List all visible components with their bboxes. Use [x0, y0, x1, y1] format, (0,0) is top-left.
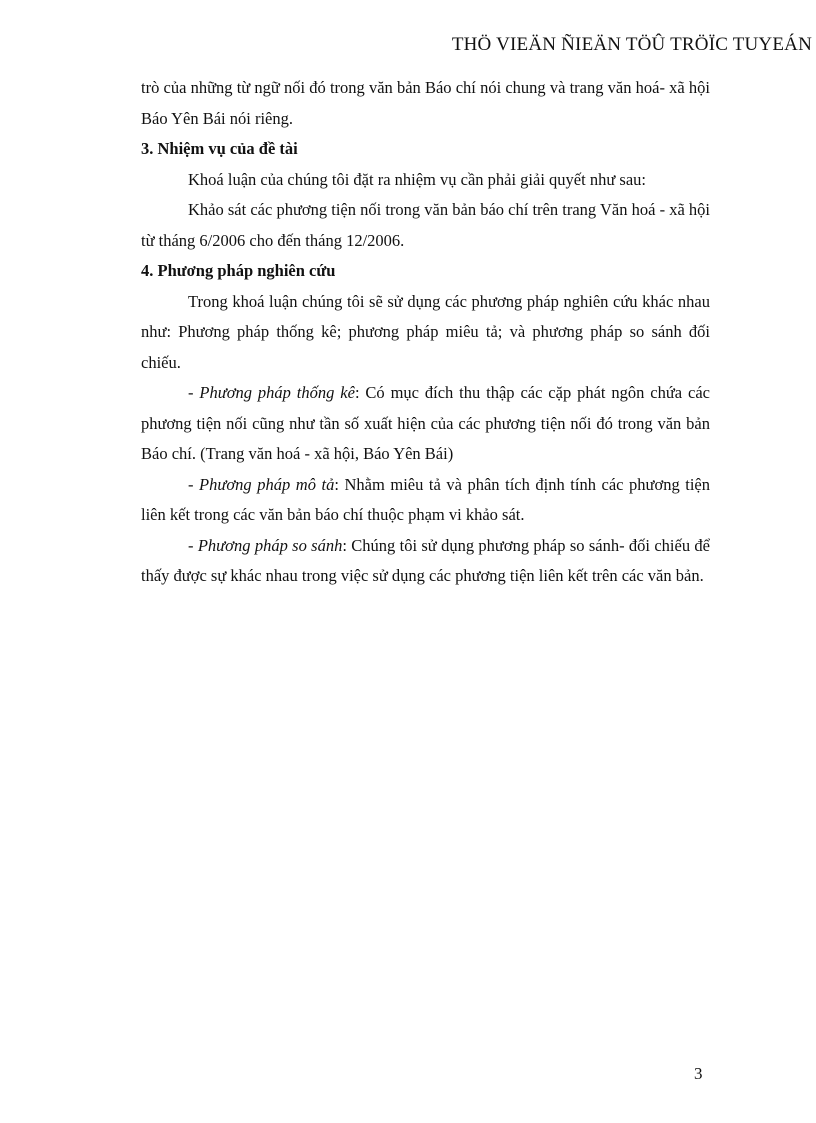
method-comparison-text: : Chúng tôi sử dụng phương pháp so sánh- đối chiếu để thấy được sự khác nhau trong việc sử dụng các phương tiện liên kết trên các văn bản.: [141, 535, 710, 585]
method-comparison-prefix: -: [188, 535, 198, 555]
intro-paragraph: trò của những từ ngữ nối đó trong văn bản Báo chí nói chung và trang văn hoá- xã hội Báo Yên Bái nói riêng.: [141, 78, 710, 128]
page-header: THÖ VIEÄN ÑIEÄN TÖÛ TRÖÏC TUYEÁN: [451, 34, 812, 55]
method-comparison-paragraph: [141, 531, 710, 592]
method-statistics-text: : Có mục đích thu thập các cặp phát ngôn chứa các phương tiện nối cũng như tần số xuất hiện của các phương tiện nối đó trong văn bản Báo chí. (Trang văn hoá - xã hội, Báo Yên Bái): [141, 383, 710, 463]
method-statistics-term: Phương pháp thống kê: [199, 383, 355, 402]
method-comparison-term: Phương pháp so sánh: [197, 535, 343, 555]
method-statistics-paragraph: [141, 378, 710, 470]
section-3-paragraph-1: Khoá luận của chúng tôi đặt ra nhiệm vụ cần phải giải quyết như sau:: [188, 169, 646, 189]
method-description-prefix: -: [188, 474, 200, 494]
page-number: 3: [694, 1064, 703, 1083]
method-description-paragraph: [141, 470, 710, 531]
section-3-paragraph-2: Khảo sát các phương tiện nối trong văn bản báo chí trên trang Văn hoá - xã hội từ tháng 6/2006 cho đến tháng 12/2006.: [141, 200, 710, 250]
method-description-term: Phương pháp mô tả: [199, 474, 335, 494]
method-description-text: : Nhằm miêu tả và phân tích định tính các phương tiện liên kết trong các văn bản báo chí thuộc phạm vi khảo sát.: [141, 474, 710, 524]
section-3-heading: 3. Nhiệm vụ của đề tài: [141, 139, 298, 158]
method-statistics-prefix: -: [188, 383, 200, 402]
section-4-paragraph-1: Trong khoá luận chúng tôi sẽ sử dụng các phương pháp nghiên cứu khác nhau như: Phương pháp thống kê; phương pháp miêu tả; và phương pháp so sánh đối chiếu.: [141, 291, 710, 372]
section-4-heading: 4. Phương pháp nghiên cứu: [141, 261, 336, 280]
document-body: [141, 73, 710, 592]
